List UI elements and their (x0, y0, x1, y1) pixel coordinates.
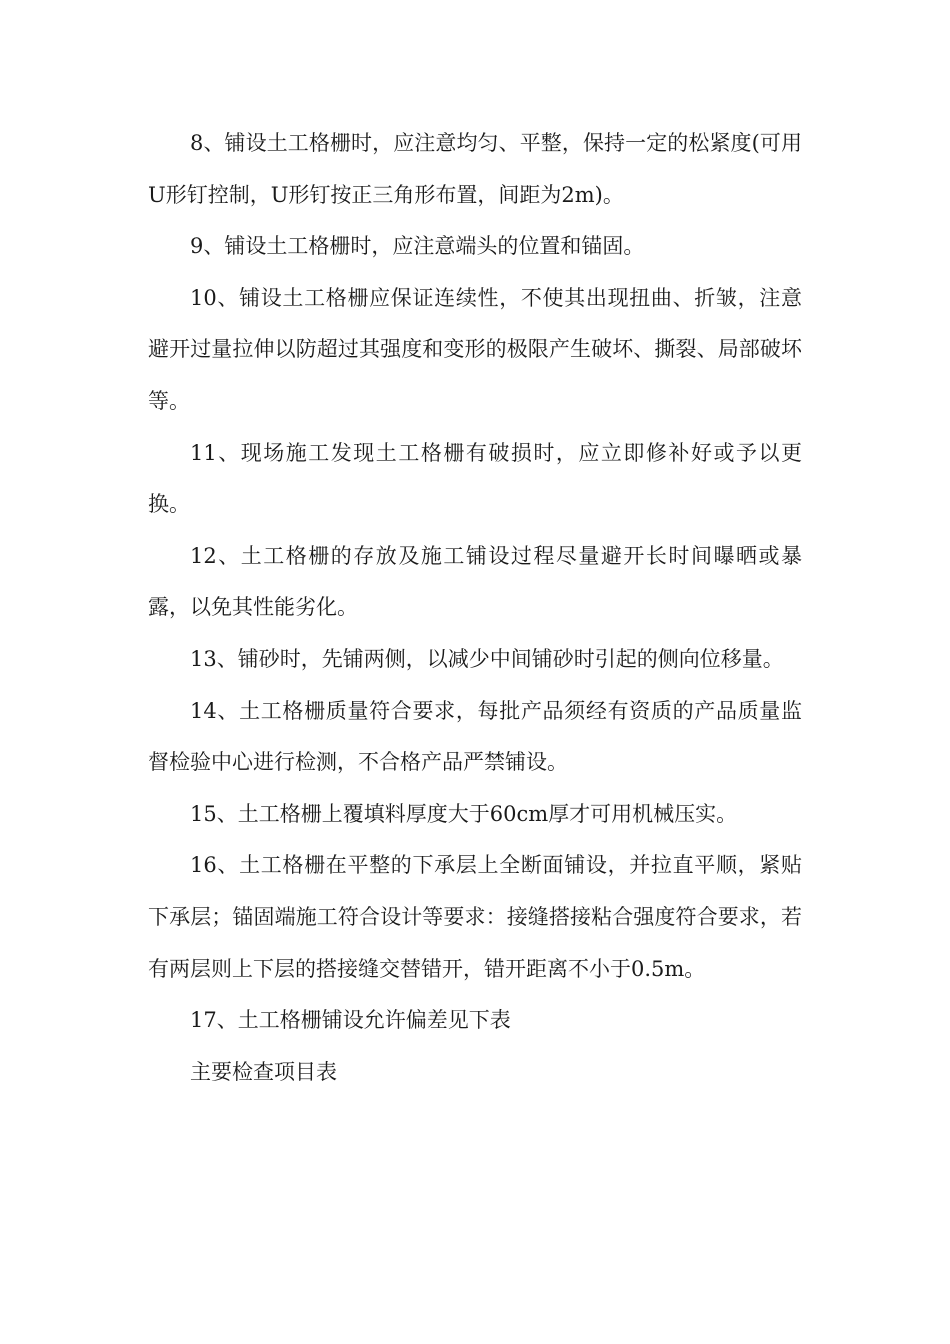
table-caption: 主要检查项目表 (190, 1059, 337, 1084)
paragraph-item-10: 10、铺设土工格栅应保证连续性，不使其出现扭曲、折皱，注意避开过量拉伸以防超过其强度和变形的极限产生破坏、撕裂、局部破坏等。 (148, 285, 802, 413)
paragraph-item-8: 8、铺设土工格栅时，应注意均匀、平整，保持一定的松紧度(可用U形钉控制，U形钉按正三角形布置，间距为2m)。 (148, 131, 802, 207)
paragraph-item-17: 17、土工格栅铺设允许偏差见下表 (190, 1008, 511, 1033)
paragraph-item-13: 13、铺砂时，先铺两侧，以减少中间铺砂时引起的侧向位移量。 (190, 646, 784, 671)
paragraph-item-16: 16、土工格栅在平整的下承层上全断面铺设，并拉直平顺，紧贴下承层；锚固端施工符合设计等要求：接缝搭接粘合强度符合要求，若有两层则上下层的搭接缝交替错开，错开距离不小于0.5m。 (148, 853, 802, 981)
paragraph-item-12: 12、土工格栅的存放及施工铺设过程尽量避开长时间曝晒或暴露，以免其性能劣化。 (148, 543, 802, 620)
paragraph-item-11: 11、现场施工发现土工格栅有破损时，应立即修补好或予以更换。 (148, 440, 802, 517)
paragraph-item-9: 9、铺设土工格栅时，应注意端头的位置和锚固。 (190, 234, 645, 259)
paragraph-item-14: 14、土工格栅质量符合要求，每批产品须经有资质的产品质量监督检验中心进行检测，不合格产品严禁铺设。 (148, 698, 802, 775)
paragraph-item-15: 15、土工格栅上覆填料厚度大于60cm厚才可用机械压实。 (190, 801, 738, 826)
document-body (148, 118, 802, 1098)
